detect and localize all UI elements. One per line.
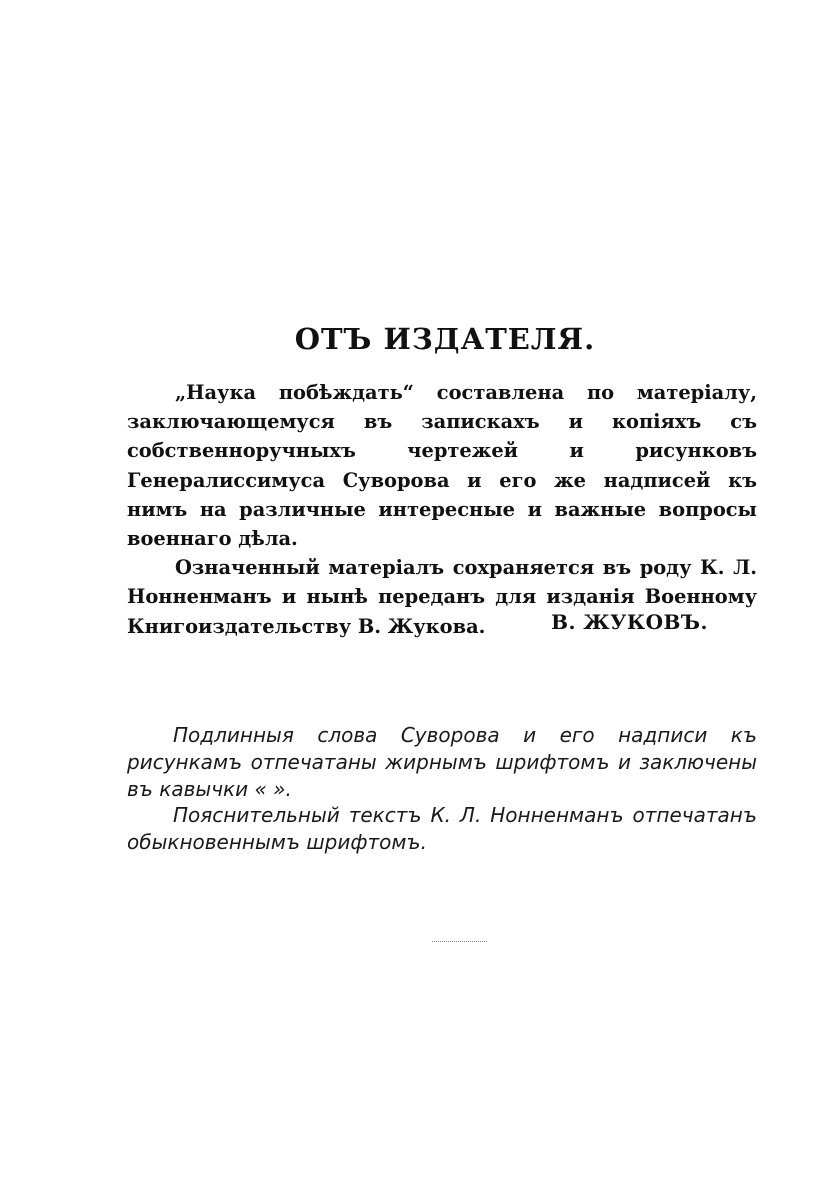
page-title: ОТЪ ИЗДАТЕЛЯ.: [294, 322, 596, 356]
publisher-signature: В. ЖУКОВЪ.: [551, 610, 708, 634]
preface-paragraph: „Наука побѣждать“ составлена по матеріалу, заключающемуся въ запискахъ и копіяхъ съ собственноручныхъ чертежей и рисунковъ Генералиссимуса Суворова и его же надписей къ нимъ на различные интересные и важные вопросы военнаго дѣла.: [127, 381, 757, 551]
preface-paragraph: Означенный матеріалъ сохраняется въ роду К. Л. Нонненманъ и нынѣ переданъ для изданія Военному Книгоиздательству В. Жукова.: [127, 556, 757, 638]
note-paragraph: Пояснительный текстъ К. Л. Нонненманъ отпечатанъ обыкновеннымъ шрифтомъ.: [127, 803, 757, 855]
preface-text: [127, 378, 757, 641]
dotted-divider: [432, 941, 487, 942]
typography-note: [127, 722, 757, 856]
note-paragraph: Подлинныя слова Суворова и его надписи къ рисункамъ отпечатаны жирнымъ шрифтомъ и заключены въ кавычки « ».: [127, 723, 757, 801]
